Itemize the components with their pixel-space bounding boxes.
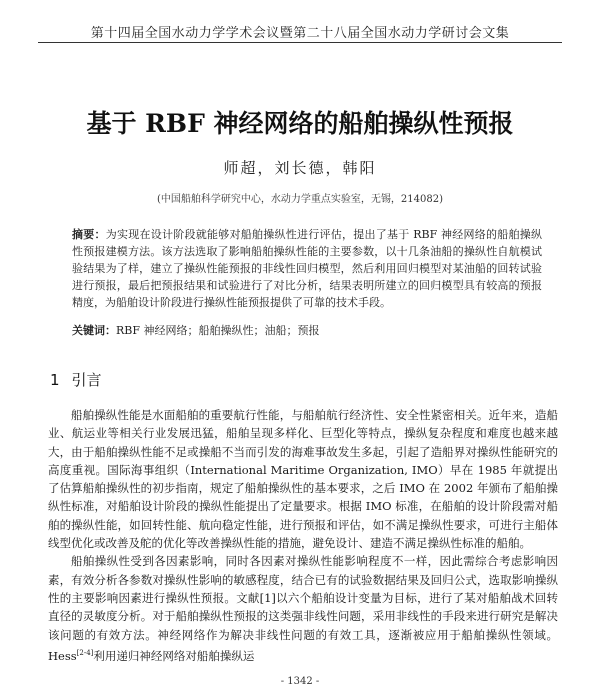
body-text: [48, 406, 558, 665]
abstract: [72, 226, 542, 311]
paper-affiliation: (中国船舶科学研究中心，水动力学重点实验室，无锡，214082): [157, 194, 443, 205]
abstract-label: 摘要：: [72, 228, 106, 241]
header-divider: [38, 42, 562, 43]
abstract-text: 为实现在设计阶段就能够对船舶操纵性进行评估，提出了基于 RBF 神经网络的船舶操纵性预报建模方法。该方法选取了影响船舶操纵性能的主要参数，以十几条油船的操纵性自航模试验结果为了样，建立了操纵性能预报的非线性回归模型，然后利用回归模型对某油船的回转试验进行预报，最后把预报结果和试验进行了对比分析，结果表明所建立的回归模型具有较高的预报精度，为船舶设计阶段进行操纵性能预报提供了可靠的技术手段。: [72, 228, 542, 309]
paper-title: 基于 RBF 神经网络的船舶操纵性预报: [86, 109, 514, 138]
body-paragraph-2-text-a: 船舶操纵性受到各因素影响，同时各因素对操纵性能影响程度不一样，因此需综合考虑影响因素，有效分析各参数对操纵性影响的敏感程度，结合已有的试验数据结果及回归公式，选取影响操纵性的主要影响因素进行操纵性预报。文献[1]以六个船舶设计变量为目标，进行了某对船舶战术回转直径的灵敏度分析。对于船舶操纵性预报的这类强非线性问题，采用非线性的手段来进行研究是解决该问题的有效方法。神经网络作为解决非线性问题的有效工具，逐渐被应用于船舶操纵性领域。Hess: [48, 554, 558, 663]
section-heading: [50, 369, 114, 390]
keywords-text: RBF 神经网络；船舶操纵性；油船；预报: [116, 324, 320, 337]
citation-superscript: [2-4]: [76, 648, 94, 657]
section-title: 引言: [71, 371, 102, 389]
keywords-label: 关键词：: [72, 324, 116, 337]
keywords: [72, 322, 542, 338]
paper-authors: 师超，刘长德，韩阳: [223, 159, 377, 177]
body-paragraph-2-text-b: 利用递归神经网络对船舶操纵运: [93, 648, 255, 663]
body-paragraph-1: 船舶操纵性能是水面船舶的重要航行性能，与船舶航行经济性、安全性紧密相关。近年来，造船业、航运业等相关行业发展迅猛，船舶呈现多样化、巨型化等特点，操纵复杂程度和难度也越来越大，由于船舶操纵性能不足或操船不当而引发的海难事故发生多起，引起了造船界对操纵性能研究的高度重视。国际海事组织（International Maritime Organization, IMO）早在 1985 年就提出了估算船舶操纵性的初步指南，规定了船舶操纵性的基本要求，之后 IMO 在 2002 年颁布了船舶操纵性标准，对船舶设计阶段的操纵性能提出了定量要求。根据 IMO 标准，在船舶的设计阶段需对船舶的操纵性能，如回转性能、航向稳定性能，进行预报和评估，如不满足操纵性要求，可进行主船体线型优化或改善及舵的优化等改善操纵性能的措施，避免设计、建造不满足操纵性标准的船舶。: [48, 408, 558, 551]
section-number: 1: [50, 371, 60, 389]
body-paragraph-2: [48, 552, 558, 665]
running-header: 第十四届全国水动力学学术会议暨第二十八届全国水动力学研讨会文集: [90, 26, 510, 41]
page-number: - 1342 -: [280, 676, 320, 687]
